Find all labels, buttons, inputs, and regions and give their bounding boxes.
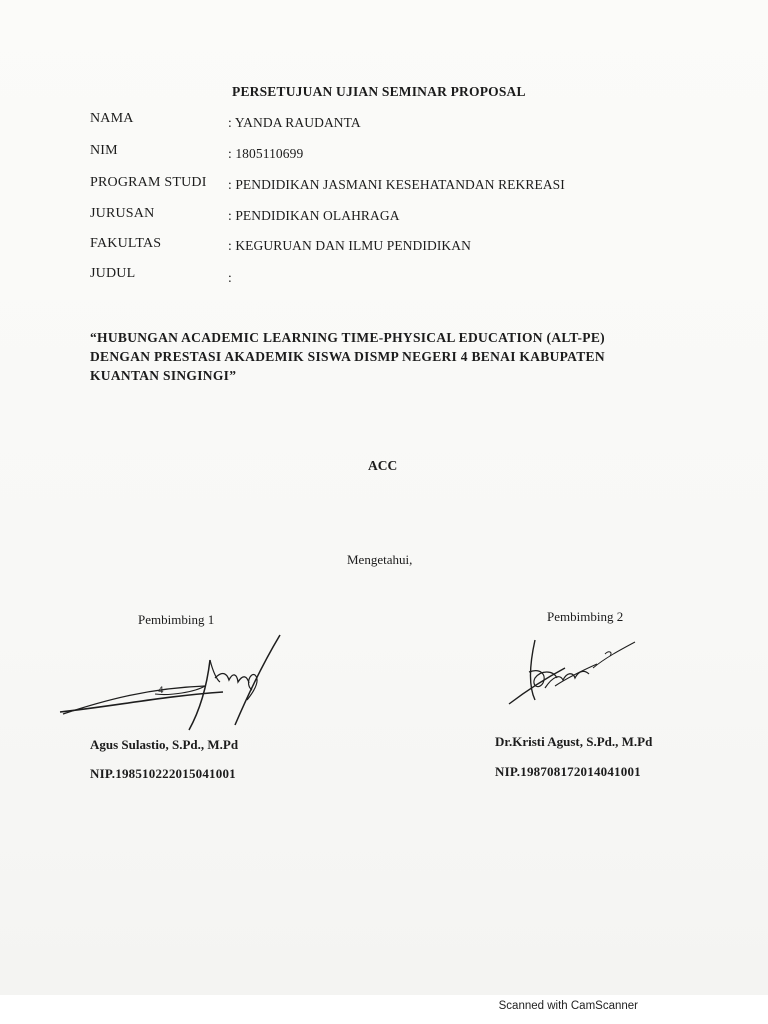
acknowledgement-text: Mengetahui,	[347, 552, 413, 567]
thesis-title-line: KUANTAN SINGINGI”	[90, 368, 237, 383]
supervisor-2-label: Pembimbing 2	[547, 609, 624, 624]
scanner-footer	[0, 995, 768, 1024]
field-value-judul: :	[228, 270, 232, 285]
thesis-title	[90, 328, 690, 385]
field-label-nim: NIM	[90, 143, 118, 158]
scanner-watermark: Scanned with CamScanner	[498, 1000, 638, 1012]
supervisor-2-nip: NIP.198708172014041001	[495, 764, 641, 779]
approval-status: ACC	[368, 458, 398, 473]
document-title: PERSETUJUAN UJIAN SEMINAR PROPOSAL	[232, 84, 526, 99]
supervisor-1-name: Agus Sulastio, S.Pd., M.Pd	[90, 737, 239, 752]
supervisor-1-nip: NIP.198510222015041001	[90, 766, 236, 781]
field-value-fakultas: : KEGURUAN DAN ILMU PENDIDIKAN	[228, 238, 471, 253]
field-value-jurusan: : PENDIDIKAN OLAHRAGA	[228, 208, 400, 223]
field-label-judul: JUDUL	[90, 266, 136, 281]
supervisor-1-label: Pembimbing 1	[138, 612, 215, 627]
field-value-program-studi: : PENDIDIKAN JASMANI KESEHATANDAN REKREASI	[228, 177, 565, 192]
supervisor-2-signature	[505, 628, 640, 713]
thesis-title-line: “HUBUNGAN ACADEMIC LEARNING TIME-PHYSICAL EDUCATION (ALT-PE)	[90, 330, 605, 345]
field-value-nama: : YANDA RAUDANTA	[228, 115, 361, 130]
field-label-jurusan: JURUSAN	[90, 206, 155, 221]
thesis-title-line: DENGAN PRESTASI AKADEMIK SISWA DISMP NEGERI 4 BENAI KABUPATEN	[90, 349, 605, 364]
field-label-nama: NAMA	[90, 111, 134, 126]
supervisor-2-name: Dr.Kristi Agust, S.Pd., M.Pd	[495, 734, 653, 749]
supervisor-1-signature	[55, 630, 295, 735]
field-value-nim: : 1805110699	[228, 146, 304, 161]
signature-mark: 4	[158, 686, 164, 696]
field-label-program-studi: PROGRAM STUDI	[90, 175, 207, 190]
field-label-fakultas: FAKULTAS	[90, 236, 162, 251]
